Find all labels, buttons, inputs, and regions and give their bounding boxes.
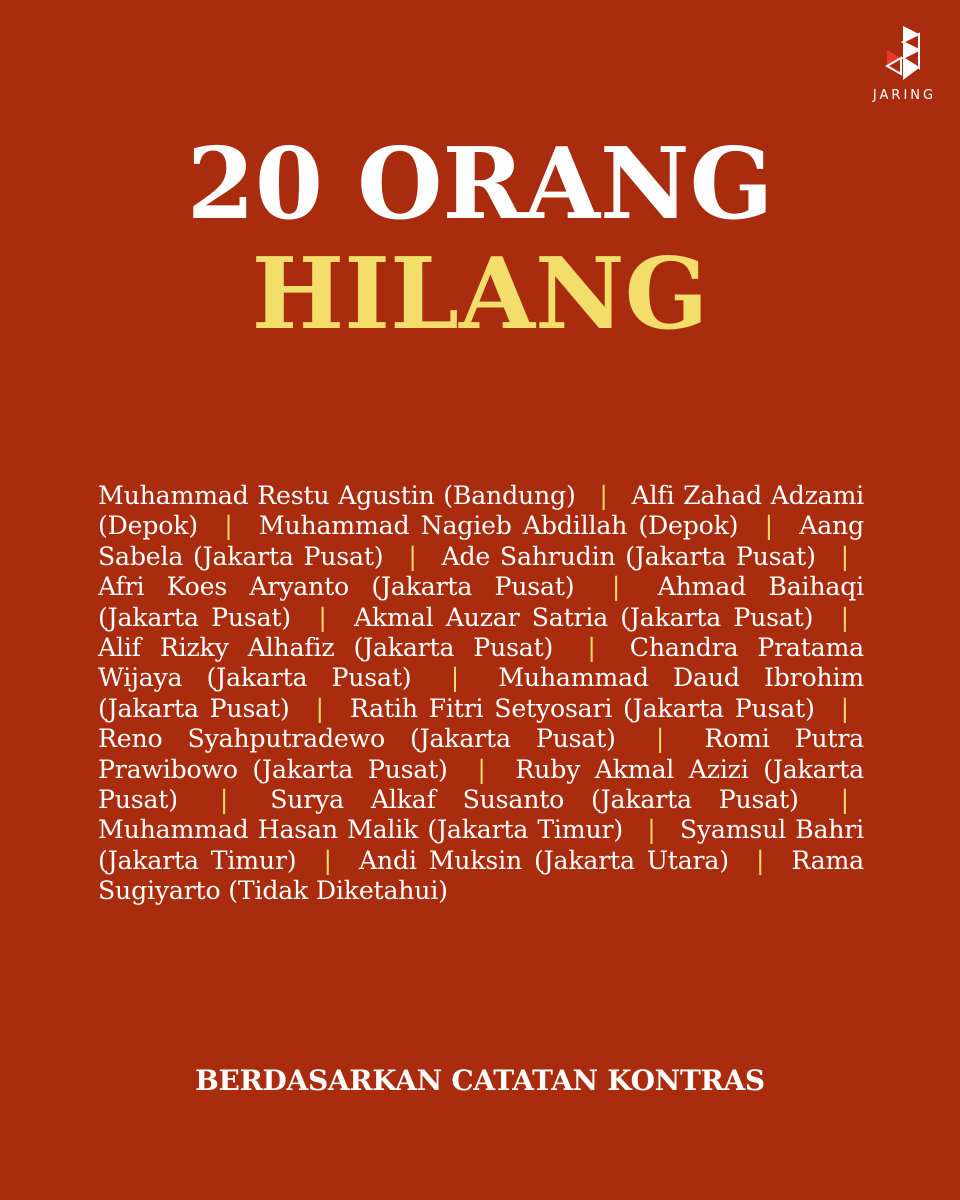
person-entry: Afri Koes Aryanto (Jakarta Pusat) <box>98 572 575 602</box>
headline <box>0 127 960 352</box>
missing-persons-list <box>98 481 864 907</box>
separator: | <box>647 815 656 845</box>
person-entry: Syamsul Bahri (Jakarta Timur) <box>98 815 865 875</box>
person-entry: Romi Putra Prawibowo (Jakarta Pusat) <box>98 724 864 784</box>
headline-status: HILANG <box>251 236 709 352</box>
headline-count: 20 ORANG <box>186 127 774 242</box>
separator: | <box>611 572 621 602</box>
logo-wordmark: JARING <box>872 88 937 103</box>
person-entry: Akmal Auzar Satria (Jakarta Pusat) <box>354 602 814 632</box>
person-entry: Muhammad Daud Ibrohim (Jakarta Pusat) <box>98 663 864 723</box>
separator: | <box>755 845 765 875</box>
person-entry: Alfi Zahad Adzami (Depok) <box>98 481 865 541</box>
separator: | <box>599 481 608 510</box>
person-entry: Ruby Akmal Azizi (Jakarta Pusat) <box>98 754 864 815</box>
separator: | <box>477 754 486 784</box>
person-entry: Andi Muksin (Jakarta Utara) <box>358 845 729 875</box>
separator: | <box>315 693 324 723</box>
separator: | <box>450 663 459 693</box>
person-entry: Reno Syahputradewo (Jakarta Pusat) <box>98 724 616 754</box>
jaring-logo-icon <box>879 22 927 86</box>
person-entry: Ratih Fitri Setyosari (Jakarta Pusat) <box>349 693 815 723</box>
person-entry: Alif Rizky Alhafiz (Jakarta Pusat) <box>98 633 554 663</box>
separator: | <box>840 602 849 632</box>
person-entry: Ade Sahrudin (Jakarta Pusat) <box>441 541 816 571</box>
source-note: BERDASARKAN CATATAN KONTRAS <box>195 1064 765 1097</box>
separator: | <box>318 602 327 632</box>
person-entry: Aang Sabela (Jakarta Pusat) <box>98 511 864 571</box>
person-entry: Muhammad Nagieb Abdillah (Depok) <box>258 511 739 541</box>
person-entry: Chandra Pratama Wijaya (Jakarta Pusat) <box>98 633 864 693</box>
separator: | <box>224 511 233 541</box>
separator: | <box>655 724 665 754</box>
separator: | <box>587 633 596 663</box>
separator: | <box>408 541 417 571</box>
person-entry: Muhammad Restu Agustin (Bandung) <box>98 481 576 510</box>
separator: | <box>840 785 849 815</box>
person-entry: Rama Sugiyarto (Tidak Diketahui) <box>98 845 865 906</box>
separator: | <box>219 785 229 815</box>
person-entry: Ahmad Baihaqi (Jakarta Pusat) <box>98 572 864 632</box>
separator: | <box>840 693 849 723</box>
person-entry: Muhammad Hasan Malik (Jakarta Timur) <box>98 815 623 845</box>
jaring-logo <box>868 22 938 103</box>
person-entry: Surya Alkaf Susanto (Jakarta Pusat) <box>270 785 799 815</box>
separator: | <box>840 541 849 571</box>
separator: | <box>764 511 773 541</box>
separator: | <box>323 845 332 875</box>
